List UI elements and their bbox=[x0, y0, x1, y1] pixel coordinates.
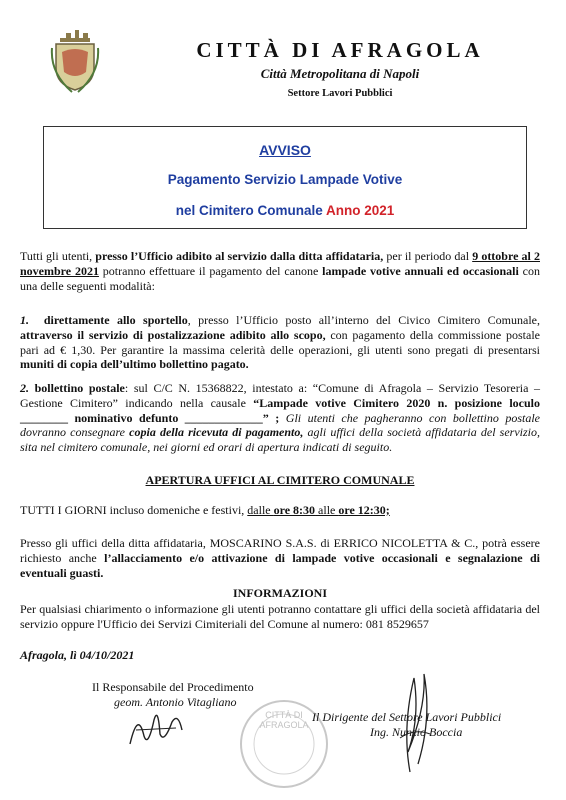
notice-year: Anno 2021 bbox=[326, 203, 395, 218]
option-1-title: direttamente allo sportello bbox=[43, 313, 188, 327]
stamp-text: CITTÀ DI AFRAGOLA bbox=[259, 710, 309, 730]
option-1-text-3: attraverso il servizio di postalizzazione adibito allo scopo, bbox=[20, 327, 326, 342]
opening-end: ore 12:30; bbox=[338, 503, 390, 517]
municipal-crest-icon bbox=[50, 28, 100, 94]
company-text-2: l’allacciamento e/o attivazione di lampade votive occasionali e segnalazione di eventuali guasti. bbox=[20, 550, 540, 580]
option-1-text-5: muniti di copia dell’ultimo bollettino pagato. bbox=[20, 357, 249, 372]
company-paragraph bbox=[20, 536, 540, 580]
option-2-text-5: copia della ricevuta di pagamento, bbox=[129, 425, 304, 440]
notice-box bbox=[43, 126, 527, 229]
payment-option-2 bbox=[20, 381, 540, 455]
opening-times bbox=[247, 503, 390, 517]
notice-line-1: Pagamento Servizio Lampade Votive bbox=[167, 172, 403, 187]
intro-text-1: Tutti gli utenti, bbox=[20, 249, 96, 263]
option-2-text-4: Gli utenti che pagheranno con bollettino postale dovranno consegnare bbox=[20, 410, 541, 440]
option-2-number: 2. bbox=[20, 381, 29, 395]
intro-paragraph bbox=[20, 249, 540, 293]
intro-text-3: per il periodo dal bbox=[383, 249, 473, 263]
opening-heading: APERTURA UFFICI AL CIMITERO COMUNALE bbox=[145, 473, 415, 487]
option-2-text-6: agli uffici della società affidataria del servizio, sita nel cimitero comunale, nei giorni ed orari di apertura indicati di seguito. bbox=[20, 425, 540, 455]
info-heading: INFORMAZIONI bbox=[232, 586, 327, 600]
notice-line-2-text: nel Cimitero Comunale bbox=[175, 203, 323, 218]
handwritten-signature-right bbox=[380, 668, 440, 778]
intro-text-5: potranno effettuare il pagamento del canone bbox=[98, 263, 323, 278]
option-1-text-4: con pagamento della commissione postale pari ad € 1,30. Per garantire la massima celerità delle operazioni, gli utenti sono pregati di presentarsi bbox=[20, 327, 540, 357]
signature-right-name: Ing. Nunzio Boccia bbox=[370, 725, 463, 739]
opening-hours bbox=[20, 503, 540, 518]
notice-heading: AVVISO bbox=[259, 142, 311, 158]
option-1-number: 1. bbox=[20, 313, 29, 327]
opening-text-4: alle bbox=[315, 503, 339, 517]
place-date: Afragola, lì 04/10/2021 bbox=[20, 648, 135, 662]
option-2-text-2: : sul C/C N. 15368822, intestato a: “Comune di Afragola – Servizio Tesoreria – Gestione Cimitero” indicando nella causale bbox=[20, 381, 540, 410]
company-text-1: Presso gli uffici della ditta affidataria, MOSCARINO S.A.S. di ERRICO NICOLETTA & C., potrà essere richiesto anche bbox=[20, 536, 540, 565]
page-subtitle: Città Metropolitana di Napoli bbox=[260, 66, 420, 81]
signature-left-name: geom. Antonio Vitagliano bbox=[114, 695, 237, 709]
opening-text-1: TUTTI I GIORNI incluso domeniche e festivi, bbox=[20, 503, 248, 517]
opening-start: ore 8:30 bbox=[273, 503, 316, 517]
handwritten-signature-left bbox=[126, 700, 186, 750]
department-label: Settore Lavori Pubblici bbox=[287, 88, 393, 99]
option-1-text-2: , presso l’Ufficio posto all’interno del Civico Cimitero Comunale, bbox=[187, 313, 540, 327]
intro-text-7: con una delle seguenti modalità: bbox=[20, 263, 541, 293]
page-title: CITTÀ DI AFRAGOLA bbox=[196, 38, 484, 62]
opening-text-2: dalle bbox=[247, 503, 274, 517]
payment-option-1 bbox=[20, 313, 540, 372]
option-2-causale: “Lampade votive Cimitero 2020 n. posizione loculo ________ nominativo defunto _____________” ; bbox=[20, 395, 540, 425]
signature-right-role: Il Dirigente del Settore Lavori Pubblici bbox=[312, 710, 502, 724]
option-2-title: bollettino postale bbox=[34, 381, 125, 395]
intro-text-6: lampade votive annuali ed occasionali bbox=[322, 263, 519, 278]
intro-period: 9 ottobre al 2 novembre 2021 bbox=[20, 249, 540, 278]
info-paragraph: Per qualsiasi chiarimento o informazione gli utenti potranno contattare gli uffici della società affidataria del servizio oppure l'Ufficio dei Servizi Cimiteriali del Comune al numero: 081 8529657 bbox=[20, 602, 540, 631]
signature-left-role: Il Responsabile del Procedimento bbox=[92, 680, 254, 694]
notice-line-2 bbox=[44, 203, 526, 218]
intro-text-2: presso l’Ufficio adibito al servizio dalla ditta affidataria, bbox=[95, 249, 384, 263]
